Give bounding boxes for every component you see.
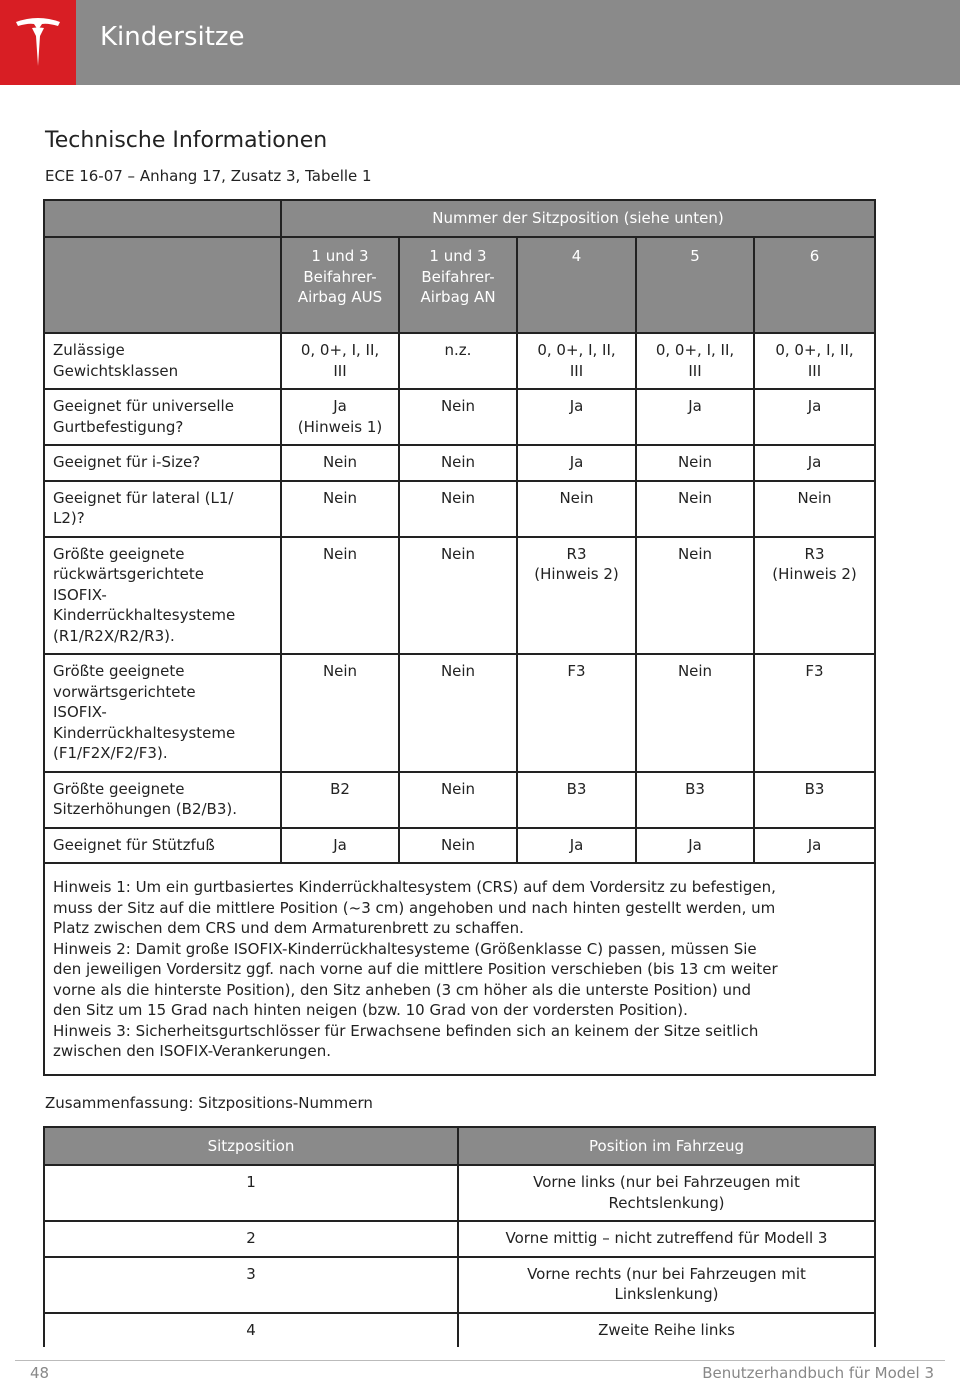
row-label: Größte geeignete rückwärtsgerichtete ISOFIX- Kinderrückhaltesysteme (R1/R2X/R2/R3). — [44, 537, 281, 655]
table-cell: n.z. — [399, 333, 517, 389]
column-header: 1 und 3 Beifahrer- Airbag AN — [399, 237, 517, 333]
table-subtitle: ECE 16-07 – Anhang 17, Zusatz 3, Tabelle 1 — [45, 167, 372, 185]
summary-cell: Zweite Reihe links — [458, 1313, 875, 1348]
child-seat-compatibility-table — [43, 199, 876, 1076]
row-label: Zulässige Gewichtsklassen — [44, 333, 281, 389]
table-cell: Nein — [399, 828, 517, 864]
summary-row — [44, 1221, 875, 1257]
summary-cell: 1 — [44, 1165, 458, 1221]
note-line: muss der Sitz auf die mittlere Position (~3 cm) angehoben und nach hinten gestellt werden, um — [53, 898, 776, 917]
table-cell: Ja — [517, 445, 636, 481]
table-cell: B3 — [636, 772, 754, 828]
table-cell: R3 (Hinweis 2) — [754, 537, 875, 655]
column-header: 6 — [754, 237, 875, 333]
table-cell: Ja (Hinweis 1) — [281, 389, 399, 445]
table-cell: Nein — [517, 481, 636, 537]
summary-cell: 3 — [44, 1257, 458, 1313]
table-cell: Ja — [754, 445, 875, 481]
summary-cell: Vorne mittig – nicht zutreffend für Modell 3 — [458, 1221, 875, 1257]
table-header-row — [44, 200, 875, 237]
summary-row — [44, 1313, 875, 1348]
row-label: Geeignet für Stützfuß — [44, 828, 281, 864]
table-cell: Nein — [399, 772, 517, 828]
table-row — [44, 389, 875, 445]
table-cell: Nein — [399, 654, 517, 772]
table-cell: Nein — [399, 445, 517, 481]
table-cell: Nein — [399, 389, 517, 445]
table-header-row — [44, 237, 875, 333]
note-line: den jeweiligen Vordersitz ggf. nach vorne auf die mittlere Position verschieben (bis 13 cm weiter — [53, 960, 778, 978]
table-cell: Nein — [636, 481, 754, 537]
table-cell: B3 — [517, 772, 636, 828]
table-cell: Ja — [754, 389, 875, 445]
table-cell: Nein — [636, 537, 754, 655]
summary-row — [44, 1165, 875, 1221]
note-line: vorne als die hinterste Position), den Sitz anheben (3 cm höher als die unterste Position) und — [53, 980, 752, 999]
note-line: zwischen den ISOFIX-Verankerungen. — [53, 1042, 332, 1060]
table-cell: 0, 0+, I, II, III — [281, 333, 399, 389]
table-cell: Nein — [399, 537, 517, 655]
summary-cell: 2 — [44, 1221, 458, 1257]
note-line: Platz zwischen dem CRS und dem Armaturenbrett zu schaffen. — [53, 919, 524, 937]
table-cell: 0, 0+, I, II, III — [636, 333, 754, 389]
tesla-logo-icon — [14, 16, 62, 68]
table-cell: Ja — [754, 828, 875, 864]
table-cell: Nein — [281, 654, 399, 772]
brand-logo — [0, 0, 76, 85]
group-header: Nummer der Sitzposition (siehe unten) — [281, 200, 875, 237]
note-line: Hinweis 2: Damit große ISOFIX-Kinderrückhaltesysteme (Größenklasse C) passen, müssen Sie — [53, 939, 757, 958]
table-cell: Ja — [636, 828, 754, 864]
seat-position-summary-table — [43, 1126, 876, 1347]
table-cell: Nein — [636, 445, 754, 481]
table-cell: Nein — [281, 445, 399, 481]
section-title: Technische Informationen — [45, 128, 328, 153]
notes-cell — [44, 863, 875, 1075]
table-cell: Ja — [517, 828, 636, 864]
row-label: Größte geeignete Sitzerhöhungen (B2/B3). — [44, 772, 281, 828]
summary-column-header: Position im Fahrzeug — [458, 1127, 875, 1165]
table-cell: Nein — [399, 481, 517, 537]
page-header — [0, 0, 960, 85]
table-cell: B2 — [281, 772, 399, 828]
summary-cell: Vorne rechts (nur bei Fahrzeugen mit Linkslenkung) — [458, 1257, 875, 1313]
summary-column-header: Sitzposition — [44, 1127, 458, 1165]
summary-cell: 4 — [44, 1313, 458, 1348]
table-cell: B3 — [754, 772, 875, 828]
row-label: Geeignet für i-Size? — [44, 445, 281, 481]
summary-header-row — [44, 1127, 875, 1165]
column-header: 5 — [636, 237, 754, 333]
column-header: 1 und 3 Beifahrer- Airbag AUS — [281, 237, 399, 333]
row-label: Geeignet für lateral (L1/ L2)? — [44, 481, 281, 537]
table-cell: F3 — [754, 654, 875, 772]
table-row — [44, 537, 875, 655]
table-cell: Nein — [636, 654, 754, 772]
manual-title: Benutzerhandbuch für Model 3 — [702, 1364, 934, 1382]
header-title: Kindersitze — [100, 22, 245, 52]
table-row — [44, 333, 875, 389]
table-cell: Ja — [636, 389, 754, 445]
notes-row — [44, 863, 875, 1075]
row-label: Größte geeignete vorwärtsgerichtete ISOFIX- Kinderrückhaltesysteme (F1/F2X/F2/F3). — [44, 654, 281, 772]
table-cell: R3 (Hinweis 2) — [517, 537, 636, 655]
summary-label: Zusammenfassung: Sitzpositions-Nummern — [45, 1094, 373, 1112]
table-row — [44, 772, 875, 828]
table-row — [44, 654, 875, 772]
table-cell: 0, 0+, I, II, III — [754, 333, 875, 389]
table-row — [44, 445, 875, 481]
table-cell: Nein — [281, 537, 399, 655]
note-line: Hinweis 1: Um ein gurtbasiertes Kinderrückhaltesystem (CRS) auf dem Vordersitz zu befestigen, — [53, 878, 776, 896]
table-cell: 0, 0+, I, II, III — [517, 333, 636, 389]
table-cell: Ja — [517, 389, 636, 445]
page-number: 48 — [30, 1364, 50, 1382]
table-row — [44, 481, 875, 537]
table-row — [44, 828, 875, 864]
header-empty-cell — [44, 200, 281, 237]
summary-row — [44, 1257, 875, 1313]
note-line: Hinweis 3: Sicherheitsgurtschlösser für Erwachsene befinden sich an keinem der Sitze seitlich — [53, 1021, 759, 1040]
table-cell: F3 — [517, 654, 636, 772]
table-cell: Nein — [281, 481, 399, 537]
table-cell: Ja — [281, 828, 399, 864]
row-label: Geeignet für universelle Gurtbefestigung? — [44, 389, 281, 445]
table-cell: Nein — [754, 481, 875, 537]
column-header: 4 — [517, 237, 636, 333]
note-line: den Sitz um 15 Grad nach hinten neigen (bzw. 10 Grad von der vordersten Position). — [53, 1001, 688, 1019]
header-empty-cell — [44, 237, 281, 333]
summary-cell: Vorne links (nur bei Fahrzeugen mit Rechtslenkung) — [458, 1165, 875, 1221]
footer-divider — [15, 1360, 945, 1361]
